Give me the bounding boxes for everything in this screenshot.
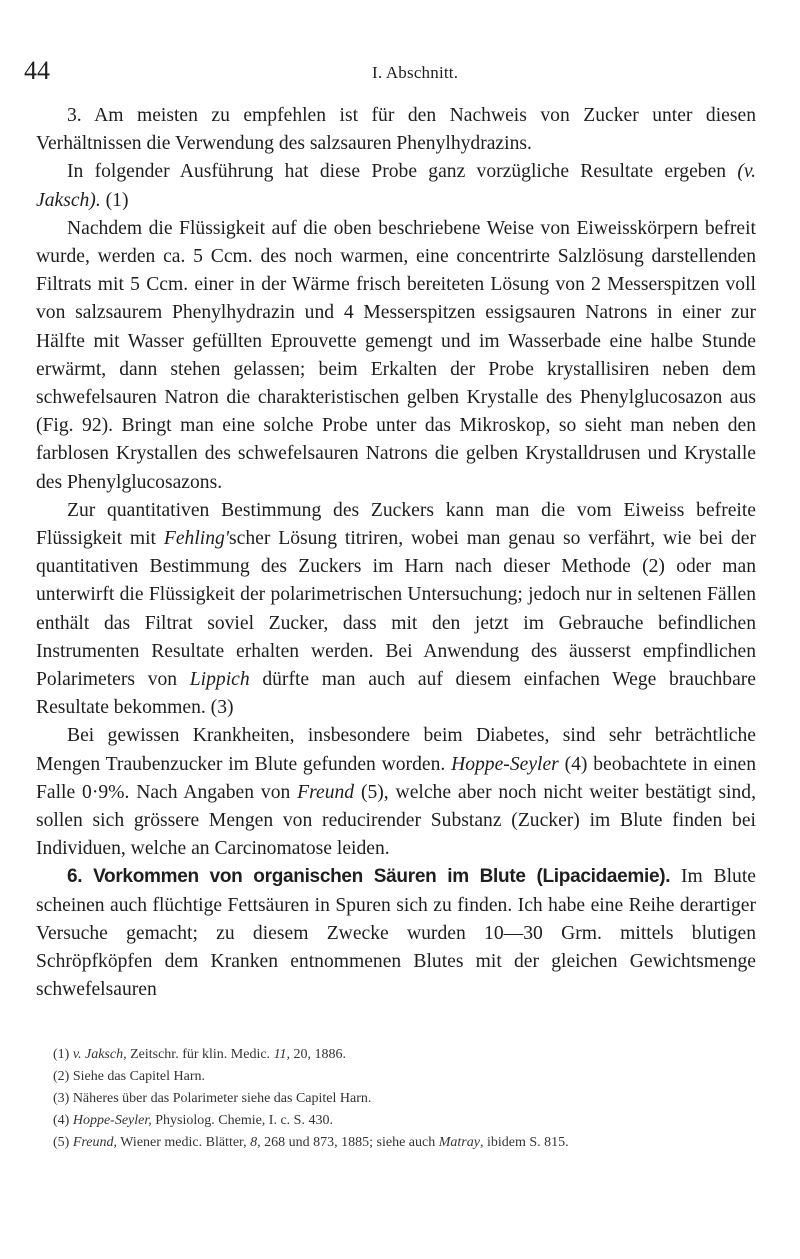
- paragraph: Zur quantitativen Bestimmung des Zuckers kann man die vom Eiweiss befreite Flüssigkeit mit Fehling'scher Lösung titriren, wobei man genau so verfährt, wie bei der quantitativen Bestimmung des Zuckers im Harn nach dieser Methode (2) oder man unterwirft die Flüssigkeit der polarimetrischen Untersuchung; jedoch nur in seltenen Fällen enthält das Filtrat soviel Zucker, dass mit den jetzt im Gebrauche befindlichen Instrumenten Resultate erhalten werden. Bei Anwendung des äusserst empfindlichen Polarimeters von Lippich dürfte man auch auf diesem einfachen Wege brauchbare Resultate bekommen. (3): [36, 499, 757, 719]
- section-heading: 6. Vorkommen von organischen Säuren im Blute (Lipacidaemie).: [67, 866, 671, 888]
- paragraph: In folgender Ausführung hat diese Probe ganz vorzügliche Resultate ergeben (v. Jaksch). (1): [36, 161, 756, 211]
- author-reference: Lippich: [189, 669, 250, 691]
- author-reference: Freund: [297, 781, 355, 803]
- footnote: (5) Freund, Wiener medic. Blätter, 8, 268 und 873, 1885; siehe auch Matray, ibidem S. 815.: [53, 1135, 569, 1150]
- paragraph: Nachdem die Flüssigkeit auf die oben beschriebene Weise von Eiweisskörpern befreit wurde, werden ca. 5 Ccm. des noch warmen, eine concentrirte Salzlösung darstellenden Filtrats mit 5 Ccm. einer in der Wärme frisch bereiteten Lösung von 2 Messerspitzen voll von salzsaurem Phenylhydrazin und 4 Messerspitzen essigsauren Natrons in einer zur Hälfte mit Wasser gefüllten Eprouvette gemengt und im Wasserbade eine halbe Stunde erwärmt, dann stehen gelassen; beim Erkalten der Probe krystallisiren neben dem schwefelsauren Natron die charakteristischen gelben Krystalle des Phenylglucosazon aus (Fig. 92). Bringt man eine solche Probe unter das Mikroskop, so sieht man neben den farblosen Krystallen des schwefelsauren Natrons die gelben Krystalldrusen und Krystalle des Phenylglucosazons.: [36, 217, 756, 493]
- paragraph: 3. Am meisten zu empfehlen ist für den Nachweis von Zucker unter diesen Verhältnissen die Verwendung des salzsauren Phenylhydrazins.: [36, 105, 756, 155]
- footnote: (3) Näheres über das Polarimeter siehe das Capitel Harn.: [53, 1091, 372, 1106]
- paragraph: Bei gewissen Krankheiten, insbesondere beim Diabetes, sind sehr beträchtliche Mengen Traubenzucker im Blute gefunden worden. Hoppe-Seyler (4) beobachtete in einen Falle 0·9%. Nach Angaben von Freund (5), welche aber noch nicht weiter bestätigt sind, sollen sich grössere Mengen von reducirender Substanz (Zucker) im Blute finden bei Individuen, welche an Carcinomatose leiden.: [36, 725, 756, 860]
- page-header: [0, 56, 800, 90]
- paragraph: 6. Vorkommen von organischen Säuren im Blute (Lipacidaemie). Im Blute scheinen auch flüchtige Fettsäuren in Spuren sich zu finden. Ich habe eine Reihe derartiger Versuche gemacht; zu diesem Zwecke wurden 10—30 Grm. mittels blutigen Schröpfköpfen dem Kranken entnommenen Blutes mit der gleichen Gewichtsmenge schwefelsauren: [36, 866, 756, 1001]
- main-text: [36, 102, 756, 1005]
- author-reference: Fehling': [163, 528, 230, 550]
- footnotes: [36, 1044, 756, 1154]
- footnote: (1) v. Jaksch, Zeitschr. für klin. Medic. 11, 20, 1886.: [53, 1047, 347, 1062]
- author-reference: (v. Jaksch).: [36, 161, 756, 211]
- author-reference: Hoppe-Seyler: [451, 753, 559, 775]
- footnote: (4) Hoppe-Seyler, Physiolog. Chemie, I. c. S. 430.: [53, 1113, 333, 1128]
- running-title: I. Abschnitt.: [372, 63, 459, 82]
- footnote: (2) Siehe das Capitel Harn.: [53, 1069, 206, 1084]
- page-number: 44: [24, 56, 50, 85]
